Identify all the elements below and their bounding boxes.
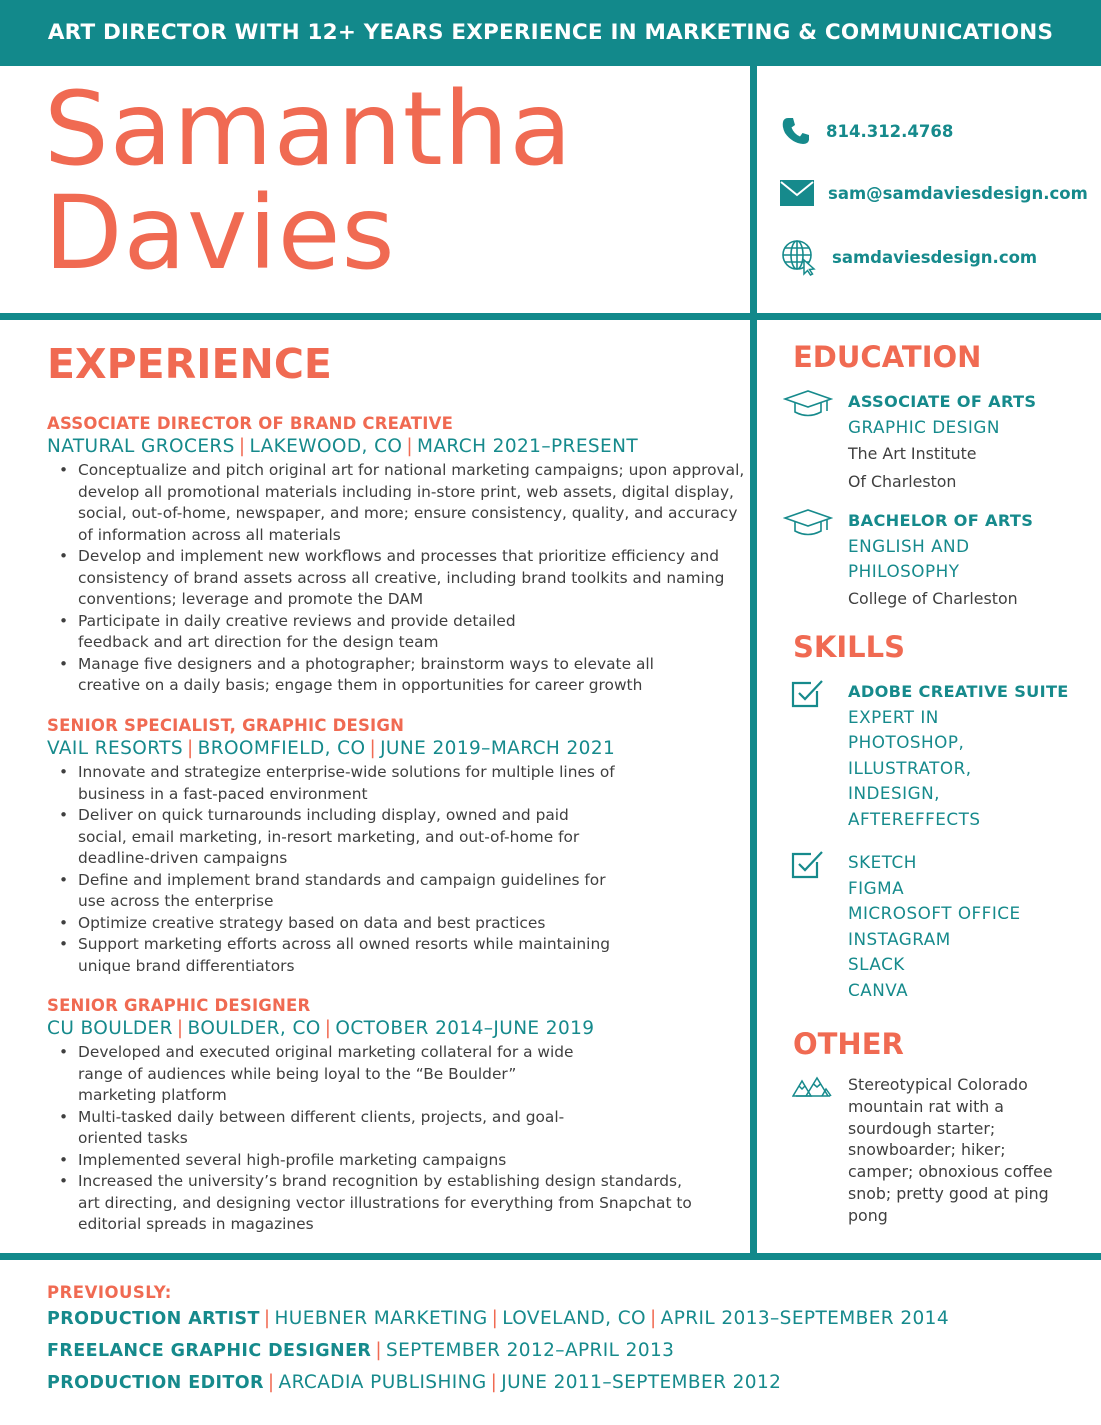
other-heading: OTHER bbox=[793, 1027, 904, 1061]
contact-email[interactable] bbox=[780, 180, 1088, 206]
job-entry-2 bbox=[47, 715, 747, 977]
previous-role-1: PRODUCTION ARTIST | HUEBNER MARKETING | LOVELAND, CO | APRIL 2013–SEPTEMBER 2014 bbox=[47, 1308, 950, 1329]
field-of-study: PHILOSOPHY bbox=[848, 561, 960, 582]
email-address: sam@samdaviesdesign.com bbox=[828, 183, 1088, 203]
skill-item: EXPERT IN bbox=[848, 706, 939, 727]
previous-role-2: FREELANCE GRAPHIC DESIGNER | SEPTEMBER 2012–APRIL 2013 bbox=[47, 1340, 675, 1361]
job-organization: VAIL RESORTS | BROOMFIELD, CO | JUNE 2019–MARCH 2021 bbox=[47, 738, 616, 759]
skill-item: PHOTOSHOP, bbox=[848, 732, 965, 753]
bullet: • Multi-tasked daily between different clients, projects, and goal-oriented tasks bbox=[47, 1107, 747, 1150]
skill-item: INDESIGN, bbox=[848, 783, 941, 804]
field-of-study: ENGLISH AND bbox=[848, 535, 970, 556]
job-title: ASSOCIATE DIRECTOR OF BRAND CREATIVE bbox=[47, 414, 454, 433]
checkbox-icon bbox=[791, 679, 825, 709]
skill-item: ILLUSTRATOR, bbox=[848, 757, 972, 778]
degree: ASSOCIATE OF ARTS bbox=[848, 392, 1037, 411]
skill-item: CANVA bbox=[848, 979, 909, 1000]
school-name: College of Charleston bbox=[848, 588, 1018, 608]
job-organization: CU BOULDER | BOULDER, CO | OCTOBER 2014–JUNE 2019 bbox=[47, 1018, 595, 1039]
skill-item: INSTAGRAM bbox=[848, 928, 951, 949]
job-organization: NATURAL GROCERS | LAKEWOOD, CO | MARCH 2021–PRESENT bbox=[47, 436, 639, 457]
skill-item: MICROSOFT OFFICE bbox=[848, 903, 1021, 924]
job-bullets bbox=[47, 460, 747, 697]
field-of-study: GRAPHIC DESIGN bbox=[848, 416, 1000, 437]
vertical-divider bbox=[750, 66, 757, 1256]
skill-item: SLACK bbox=[848, 954, 905, 975]
skills-group-1 bbox=[783, 679, 1101, 833]
candidate-name bbox=[44, 70, 744, 293]
school-name: The Art Institute bbox=[848, 444, 977, 464]
education-entry-2 bbox=[783, 508, 1101, 613]
bullet: • Support marketing efforts across all owned resorts while maintaining unique brand differentiators bbox=[47, 934, 747, 977]
skills-heading: SKILLS bbox=[793, 630, 905, 664]
bullet: • Increased the university’s brand recognition by establishing design standards, art directing, and designing vector illustrations for everything from Snapchat to editorial spreads in magazines bbox=[47, 1171, 747, 1236]
website-url: samdaviesdesign.com bbox=[832, 247, 1038, 267]
previous-role-3: PRODUCTION EDITOR | ARCADIA PUBLISHING | JUNE 2011–SEPTEMBER 2012 bbox=[47, 1372, 782, 1393]
contact-website[interactable] bbox=[780, 238, 1037, 276]
other-entry bbox=[783, 1074, 1058, 1227]
skill-item: SKETCH bbox=[848, 852, 917, 872]
bullet: • Developed and executed original marketing collateral for a wide range of audiences while being loyal to the “Be Boulder” marketing platform bbox=[47, 1042, 747, 1107]
other-description: Stereotypical Colorado mountain rat with a sourdough starter; snowboarder; hiker; camper; obnoxious coffee snob; pretty good at ping pong bbox=[848, 1075, 1053, 1225]
degree: BACHELOR OF ARTS bbox=[848, 511, 1034, 530]
job-bullets bbox=[47, 762, 747, 977]
skill-lead: ADOBE CREATIVE SUITE bbox=[848, 682, 1069, 701]
phone-number: 814.312.4768 bbox=[826, 121, 954, 141]
bullet: • Deliver on quick turnarounds including display, owned and paid social, email marketing, in-resort marketing, and out-of-home for deadline-driven campaigns bbox=[47, 805, 747, 870]
bullet: • Innovate and strategize enterprise-wide solutions for multiple lines of business in a fast-paced environment bbox=[47, 762, 747, 805]
bullet: • Participate in daily creative reviews and provide detailed feedback and art direction for the design team bbox=[47, 611, 747, 654]
job-bullets bbox=[47, 1042, 747, 1236]
job-entry-1 bbox=[47, 413, 747, 697]
job-title: SENIOR GRAPHIC DESIGNER bbox=[47, 996, 311, 1015]
previous-roles bbox=[47, 1283, 949, 1399]
contact-phone[interactable] bbox=[780, 115, 953, 147]
job-title: SENIOR SPECIALIST, GRAPHIC DESIGN bbox=[47, 716, 405, 735]
school-name: Of Charleston bbox=[848, 472, 957, 492]
top-banner: ART DIRECTOR WITH 12+ YEARS EXPERIENCE IN MARKETING & COMMUNICATIONS bbox=[0, 0, 1101, 66]
education-heading: EDUCATION bbox=[793, 340, 982, 374]
experience-heading: EXPERIENCE bbox=[47, 340, 332, 388]
skill-item: FIGMA bbox=[848, 877, 905, 898]
graduation-cap-icon bbox=[783, 508, 833, 540]
skills-group-2 bbox=[783, 850, 1101, 1004]
bullet: • Implemented several high-profile marketing campaigns bbox=[47, 1150, 747, 1172]
skill-item: AFTEREFFECTS bbox=[848, 808, 981, 829]
globe-icon bbox=[780, 238, 818, 276]
header-divider bbox=[0, 313, 1101, 320]
bullet: • Manage five designers and a photographer; brainstorm ways to elevate all creative on a daily basis; engage them in opportunities for career growth bbox=[47, 654, 747, 697]
bullet: • Define and implement brand standards and campaign guidelines for use across the enterprise bbox=[47, 870, 747, 913]
phone-icon bbox=[780, 115, 812, 147]
bullet: • Develop and implement new workflows and processes that prioritize efficiency and consistency of brand assets across all creative, including brand toolkits and naming conventions; leverage and promote the DAM bbox=[47, 546, 747, 611]
graduation-cap-icon bbox=[783, 389, 833, 421]
checkbox-icon bbox=[791, 850, 825, 880]
mail-icon bbox=[780, 180, 814, 206]
last-name: Davies bbox=[44, 174, 396, 293]
education-entry-1 bbox=[783, 389, 1101, 496]
footer-divider bbox=[0, 1253, 1101, 1260]
first-name: Samantha bbox=[44, 70, 573, 189]
job-entry-3 bbox=[47, 995, 747, 1236]
mountains-icon bbox=[792, 1076, 832, 1098]
previously-heading: PREVIOUSLY: bbox=[47, 1283, 172, 1302]
bullet: • Optimize creative strategy based on data and best practices bbox=[47, 913, 747, 935]
bullet: • Conceptualize and pitch original art for national marketing campaigns; upon approval, develop all promotional materials including in-store print, web assets, digital display, social, out-of-home, newspaper, and more; ensure consistency, quality, and accuracy of information across all materials bbox=[47, 460, 747, 546]
